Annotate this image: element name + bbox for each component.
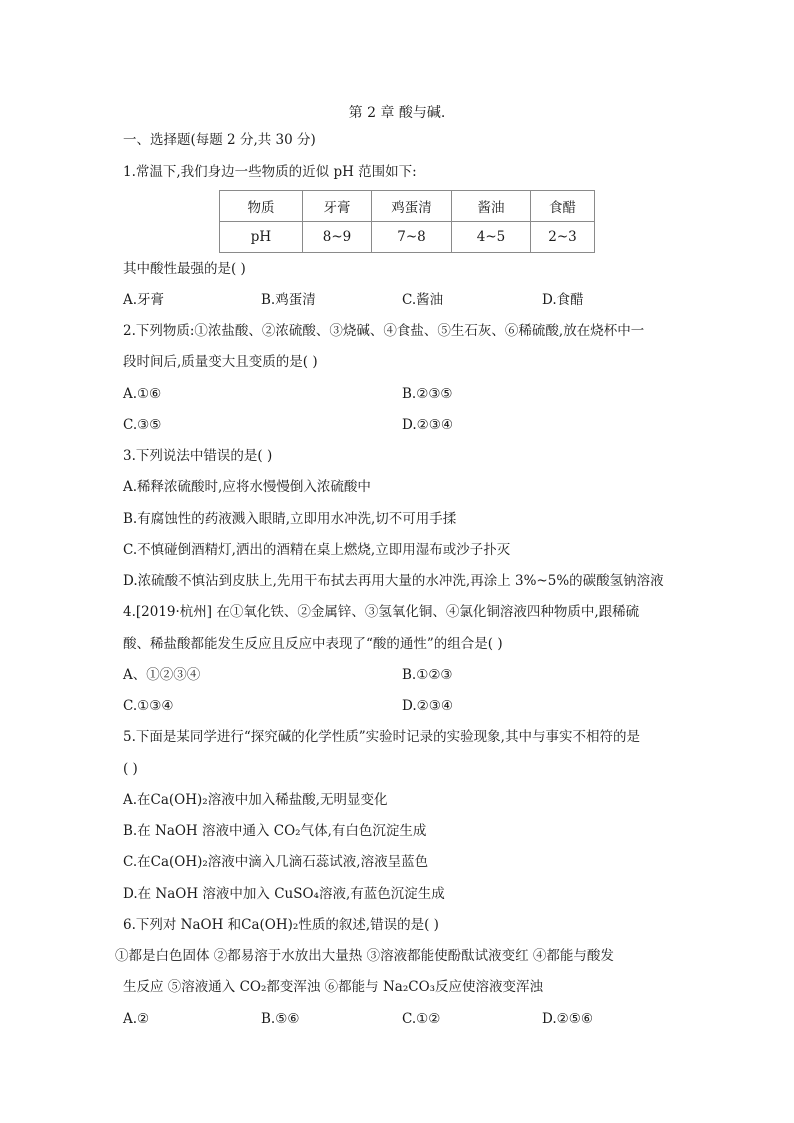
table-cell: 8~9 bbox=[303, 222, 372, 253]
table-row bbox=[220, 222, 595, 253]
q4-option-a: A、①②③④ bbox=[123, 667, 201, 683]
chapter-title: 第 2 章 酸与碱. bbox=[348, 105, 446, 121]
q1-option-a: A.牙膏 bbox=[123, 292, 165, 308]
table-header-row bbox=[220, 191, 595, 222]
section-heading: 一、选择题(每题 2 分,共 30 分) bbox=[123, 132, 316, 148]
ph-table bbox=[219, 190, 595, 253]
q3-option-d: D.浓硫酸不慎沾到皮肤上,先用干布拭去再用大量的水冲洗,再涂上 3%~5%的碳酸氢钠溶液 bbox=[123, 573, 664, 589]
table-cell: 2~3 bbox=[531, 222, 595, 253]
q4-stem-line1: 4.[2019·杭州] 在①氧化铁、②金属锌、③氢氧化铜、④氯化铜溶液四种物质中,跟稀硫 bbox=[123, 604, 640, 620]
table-cell: 牙膏 bbox=[303, 191, 372, 222]
table-cell: 物质 bbox=[220, 191, 303, 222]
q4-option-d: D.②③④ bbox=[402, 698, 453, 714]
q4-stem-line2: 酸、稀盐酸都能发生反应且反应中表现了“酸的通性”的组合是( ) bbox=[123, 636, 503, 652]
q2-option-b: B.②③⑤ bbox=[402, 386, 453, 402]
q5-stem-line1: 5.下面是某同学进行“探究碱的化学性质”实验时记录的实验现象,其中与事实不相符的是 bbox=[123, 729, 640, 745]
q5-option-d: D.在 NaOH 溶液中加入 CuSO₄溶液,有蓝色沉淀生成 bbox=[123, 886, 445, 902]
q2-stem-line2: 段时间后,质量变大且变质的是( ) bbox=[123, 354, 318, 370]
q6-option-d: D.②⑤⑥ bbox=[542, 1011, 593, 1027]
q5-option-c: C.在Ca(OH)₂溶液中滴入几滴石蕊试液,溶液呈蓝色 bbox=[123, 854, 429, 870]
table-cell: 鸡蛋清 bbox=[372, 191, 452, 222]
q6-stem: 6.下列对 NaOH 和Ca(OH)₂性质的叙述,错误的是( ) bbox=[123, 917, 439, 933]
q2-option-d: D.②③④ bbox=[402, 417, 453, 433]
q4-option-c: C.①③④ bbox=[123, 698, 174, 714]
q1-stem: 1.常温下,我们身边一些物质的近似 pH 范围如下: bbox=[123, 164, 417, 180]
q2-option-a: A.①⑥ bbox=[123, 386, 162, 402]
q1-option-d: D.食醋 bbox=[542, 292, 584, 308]
q6-option-a: A.② bbox=[123, 1011, 150, 1027]
table-cell: 7~8 bbox=[372, 222, 452, 253]
q5-option-a: A.在Ca(OH)₂溶液中加入稀盐酸,无明显变化 bbox=[123, 792, 388, 808]
q4-option-b: B.①②③ bbox=[402, 667, 453, 683]
table-cell: 酱油 bbox=[452, 191, 531, 222]
q1-option-b: B.鸡蛋清 bbox=[261, 292, 316, 308]
q6-option-b: B.⑤⑥ bbox=[261, 1011, 300, 1027]
q6-statements-line2: 生反应 ⑤溶液通入 CO₂都变浑浊 ⑥都能与 Na₂CO₃反应使溶液变浑浊 bbox=[123, 979, 544, 995]
q3-stem: 3.下列说法中错误的是( ) bbox=[123, 448, 273, 464]
table-cell: pH bbox=[220, 222, 303, 253]
q1-ask: 其中酸性最强的是( ) bbox=[123, 261, 246, 277]
q3-option-a: A.稀释浓硫酸时,应将水慢慢倒入浓硫酸中 bbox=[123, 479, 371, 495]
q3-option-b: B.有腐蚀性的药液溅入眼睛,立即用水冲洗,切不可用手揉 bbox=[123, 511, 457, 527]
table-cell: 4~5 bbox=[452, 222, 531, 253]
q3-option-c: C.不慎碰倒酒精灯,洒出的酒精在桌上燃烧,立即用湿布或沙子扑灭 bbox=[123, 542, 511, 558]
q6-statements-line1: ①都是白色固体 ②都易溶于水放出大量热 ③溶液都能使酚酞试液变红 ④都能与酸发 bbox=[115, 948, 614, 964]
table-cell: 食醋 bbox=[531, 191, 595, 222]
q1-option-c: C.酱油 bbox=[402, 292, 444, 308]
q2-option-c: C.③⑤ bbox=[123, 417, 162, 433]
q5-option-b: B.在 NaOH 溶液中通入 CO₂气体,有白色沉淀生成 bbox=[123, 823, 427, 839]
q6-option-c: C.①② bbox=[402, 1011, 441, 1027]
q2-stem-line1: 2.下列物质:①浓盐酸、②浓硫酸、③烧碱、④食盐、⑤生石灰、⑥稀硫酸,放在烧杯中一 bbox=[123, 323, 645, 339]
q5-stem-line2: ( ) bbox=[123, 761, 138, 777]
